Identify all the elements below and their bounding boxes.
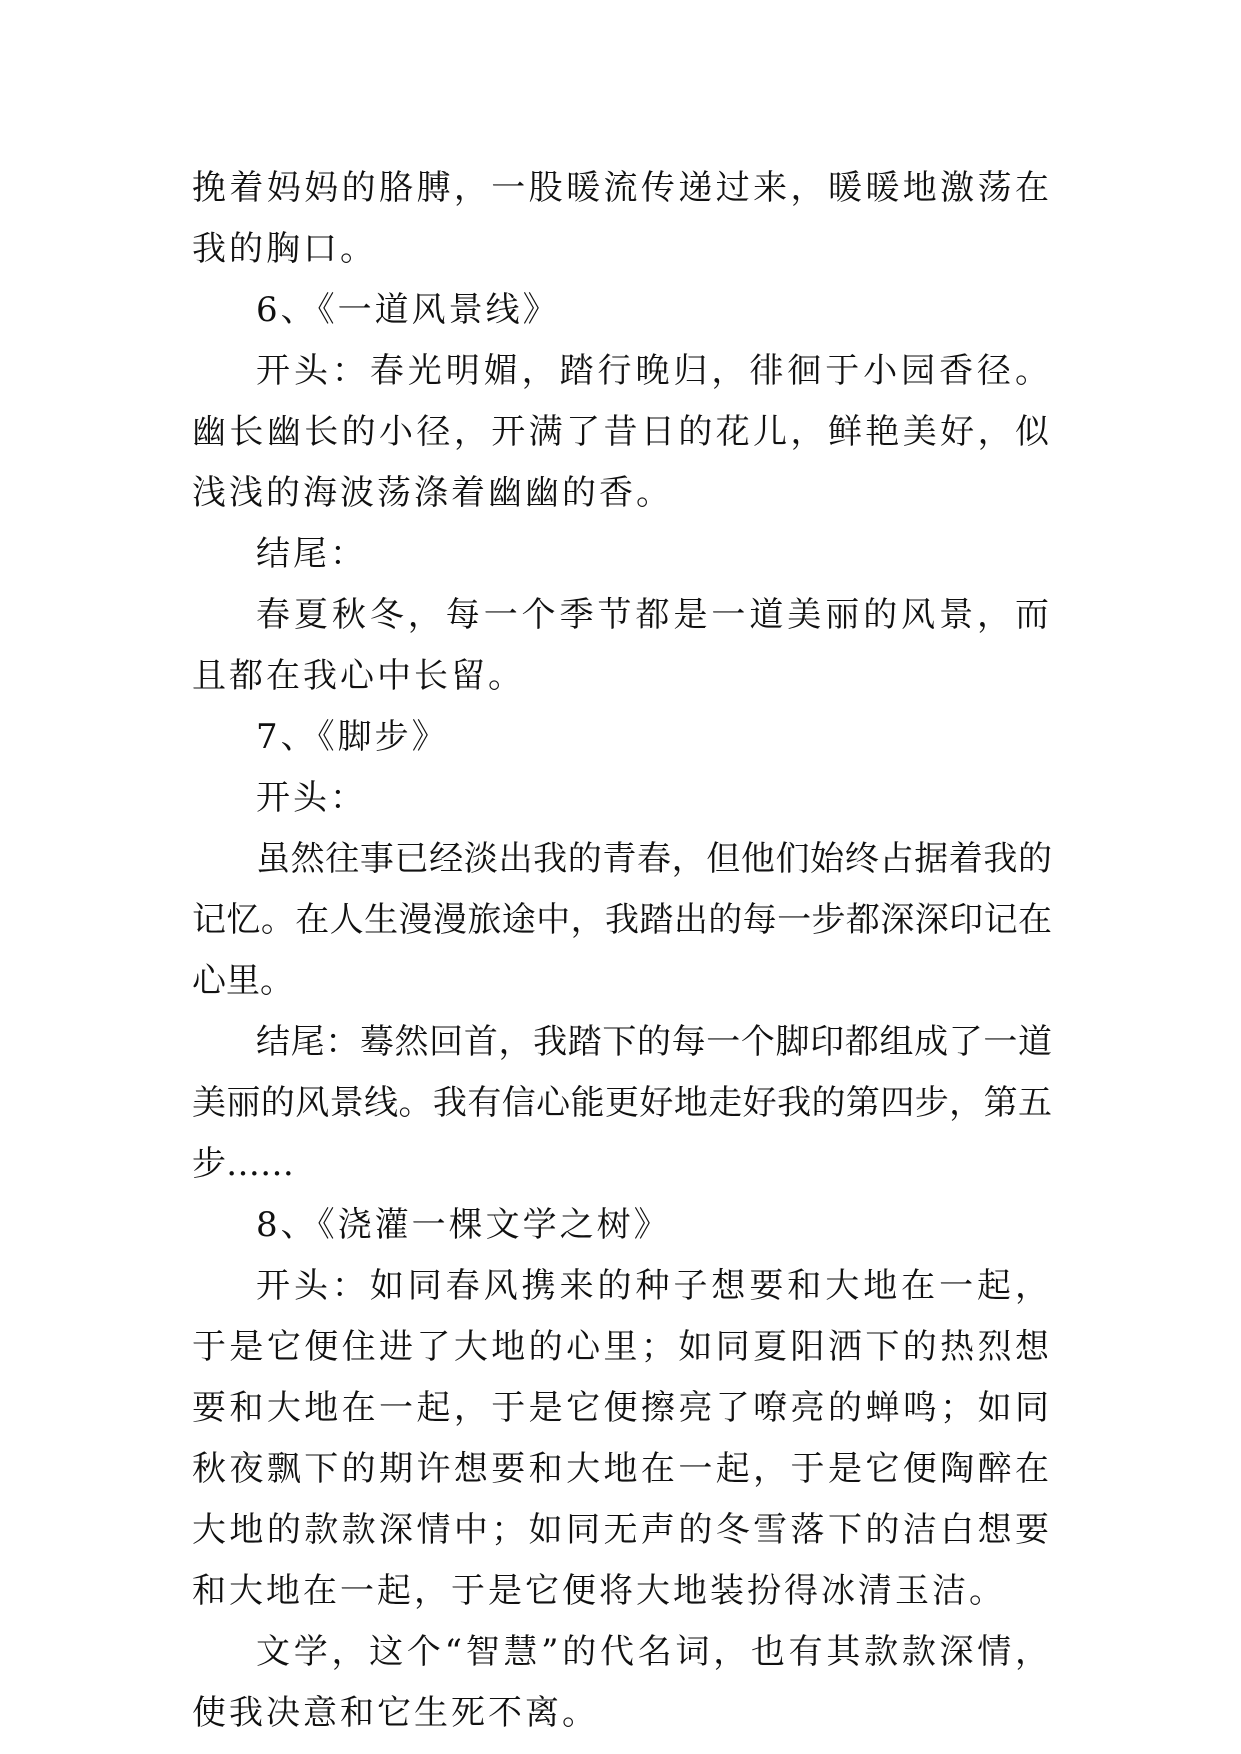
paragraph-opening-8: 开头：如同春风携来的种子想要和大地在一起，于是它便住进了大地的心里；如同夏阳洒下的热烈想要和大地在一起，于是它便擦亮了嘹亮的蝉鸣；如同秋夜飘下的期许想要和大地在一起，于是它便陶醉在大地的款款深情中；如同无声的冬雪落下的洁白想要和大地在一起，于是它便将大地装扮得冰清玉洁。 [192,1266,1052,1611]
paragraph-opening-7: 虽然往事已经淡出我的青春，但他们始终占据着我的记忆。在人生漫漫旅途中，我踏出的每一步都深深印记在心里。 [192,839,1052,1001]
paragraph-closing-8: 文学，这个“智慧”的代名词，也有其款款深情，使我决意和它生死不离。 [192,1632,1052,1733]
paragraph-opening-label-7: 开头： [256,778,367,818]
paragraph-ending-6: 春夏秋冬，每一个季节都是一道美丽的风景，而且都在我心中长留。 [192,595,1052,696]
paragraph-ending-7: 结尾：蓦然回首，我踏下的每一个脚印都组成了一道美丽的风景线。我有信心能更好地走好我的第四步，第五步…… [192,1022,1052,1184]
paragraph-continued: 挽着妈妈的胳膊，一股暖流传递过来，暖暖地激荡在我的胸口。 [192,168,1052,269]
section-heading-6: 6、《一道风景线》 [256,290,560,330]
section-heading-8: 8、《浇灌一棵文学之树》 [256,1205,671,1245]
section-heading-7: 7、《脚步》 [256,717,449,757]
paragraph-ending-label-6: 结尾： [256,534,367,574]
paragraph-opening-6: 开头：春光明媚，踏行晚归，徘徊于小园香径。幽长幽长的小径，开满了昔日的花儿，鲜艳美好，似浅浅的海波荡涤着幽幽的香。 [192,351,1052,513]
document-body [192,158,1052,1744]
